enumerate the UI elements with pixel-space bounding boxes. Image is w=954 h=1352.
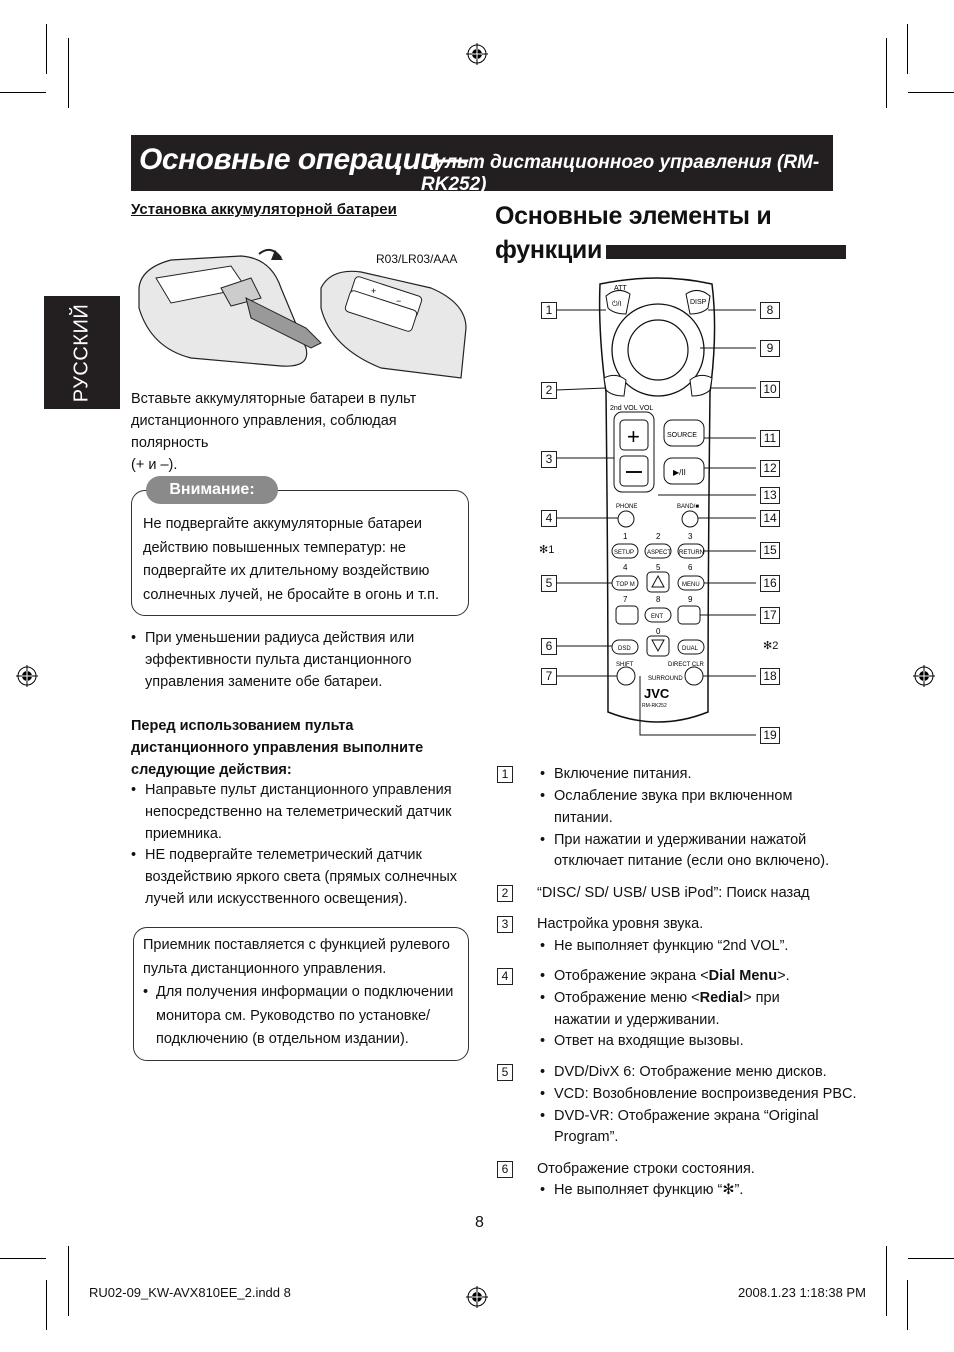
- text-line: непосредственно на телеметрический датчик: [145, 804, 452, 820]
- item-6-line: Не выполняет функцию “✻”.: [554, 1182, 744, 1198]
- item-num: 6: [497, 1161, 513, 1178]
- key-6: 6: [688, 563, 693, 572]
- item-5-line: DVD-VR: Отображение экрана “Original: [554, 1108, 819, 1124]
- star-note-2: ✻2: [763, 640, 779, 652]
- bullet-dot: •: [540, 1086, 546, 1102]
- topm-label: TOP M: [616, 582, 635, 588]
- bullet-dot: •: [540, 1108, 546, 1124]
- caution-label: Внимание:: [146, 476, 278, 504]
- remote-control-diagram: [530, 272, 790, 752]
- before-use-bullet-2: [145, 844, 465, 910]
- text-line: Приемник поставляется с функцией рулевого: [143, 937, 450, 953]
- bullet-dot: •: [540, 968, 546, 984]
- caution-text: [143, 513, 463, 607]
- phone-label: PHONE: [616, 504, 638, 510]
- text-run: Отображение экрана <: [554, 968, 709, 984]
- jvc-logo: JVC: [644, 686, 670, 701]
- band-label: BAND/■: [677, 504, 699, 510]
- item-num: 1: [497, 766, 513, 783]
- text-line: НЕ подвергайте телеметрический датчик: [145, 847, 422, 863]
- item-num: 5: [497, 1064, 513, 1081]
- item-4-line: [554, 988, 780, 1010]
- callout-2: 2: [541, 382, 557, 399]
- language-tab: [44, 296, 120, 409]
- bullet-dot: •: [540, 1182, 546, 1198]
- crop-mark: [908, 92, 954, 93]
- callout-7: 7: [541, 668, 557, 685]
- page-title-bar: [131, 135, 833, 195]
- text-line: действию повышенных температур: не: [143, 539, 406, 556]
- bullet-dot: •: [540, 832, 546, 848]
- battery-type-label: R03/LR03/AAA: [376, 252, 458, 266]
- item-2-line: “DISC/ SD/ USB/ USB iPod”: Поиск назад: [537, 885, 810, 901]
- text-line: При уменьшении радиуса действия или: [145, 630, 415, 646]
- callout-16: 16: [760, 575, 780, 592]
- footer-filename: RU02-09_KW-AVX810EE_2.indd 8: [89, 1285, 291, 1300]
- text-line: эффективности пульта дистанционного: [145, 652, 412, 668]
- callout-18: 18: [760, 668, 780, 685]
- setup-label: SETUP: [614, 550, 635, 556]
- key-1: 1: [623, 532, 628, 541]
- model-label: RM-RK252: [642, 703, 667, 709]
- text-line: дистанционного управления, соблюдая полярность: [131, 413, 397, 451]
- play-label: ▶/II: [673, 468, 686, 477]
- callout-1: 1: [541, 302, 557, 319]
- item-5-line: VCD: Возобновление воспроизведения PBC.: [554, 1086, 857, 1102]
- item-4-line: Ответ на входящие вызовы.: [554, 1033, 744, 1049]
- replace-batteries-note: [145, 627, 465, 693]
- registration-mark-icon: [16, 665, 38, 687]
- text-line: солнечных лучей, не бросайте в огонь и т.п.: [143, 586, 439, 603]
- text-line: (+ и –).: [131, 457, 178, 473]
- item-1-line: Ослабление звука при включенном: [554, 788, 793, 804]
- direct-label: DIRECT CLR: [668, 662, 704, 668]
- battery-heading: Установка аккумуляторной батареи: [131, 201, 397, 218]
- crop-mark: [886, 38, 887, 108]
- callout-10: 10: [760, 381, 780, 398]
- registration-mark-icon: [466, 1286, 488, 1308]
- att-label: ATT: [614, 285, 627, 292]
- section-heading: [495, 199, 846, 267]
- before-use-bullet-1: [145, 779, 465, 845]
- crop-mark: [46, 1280, 47, 1330]
- callout-15: 15: [760, 542, 780, 559]
- page-subtitle: Пульт дистанционного управления (RM-RK252): [421, 152, 820, 195]
- key-7: 7: [623, 595, 628, 604]
- key-3: 3: [688, 532, 693, 541]
- bullet-dot: •: [540, 1033, 546, 1049]
- text-line: Перед использованием пульта: [131, 718, 354, 734]
- text-line: следующие действия:: [131, 762, 292, 778]
- crop-mark: [908, 1258, 954, 1259]
- vol-label: 2nd VOL VOL: [610, 405, 654, 412]
- shift-label: SHIFT: [616, 662, 634, 668]
- item-4-line: [554, 966, 790, 988]
- text-line: управления замените обе батареи.: [145, 674, 383, 690]
- source-label: SOURCE: [667, 432, 697, 439]
- callout-12: 12: [760, 460, 780, 477]
- page-number: 8: [475, 1214, 484, 1231]
- battery-install-illustration: [131, 248, 471, 388]
- item-num: 3: [497, 916, 513, 933]
- svg-text:+: +: [627, 424, 640, 449]
- crop-mark: [886, 1246, 887, 1316]
- section-heading-line: функции: [495, 236, 603, 264]
- disp-label: DISP: [690, 299, 707, 306]
- before-use-heading: [131, 715, 461, 781]
- crop-mark: [0, 1258, 46, 1259]
- text-run: Отображение меню <: [554, 990, 700, 1006]
- crop-mark: [46, 24, 47, 74]
- svg-text:+: +: [371, 286, 377, 296]
- page-title: Основные операции—: [139, 143, 468, 176]
- text-line: подключению (в отдельном издании).: [156, 1031, 409, 1047]
- item-num: 2: [497, 885, 513, 902]
- menu-label: MENU: [682, 582, 700, 588]
- callout-17: 17: [760, 607, 780, 624]
- text-line: воздействию яркого света (прямых солнечных: [145, 869, 458, 885]
- item-6-line: Отображение строки состояния.: [537, 1161, 755, 1177]
- key-4: 4: [623, 563, 628, 572]
- registration-mark-icon: [913, 665, 935, 687]
- language-tab-label: РУССКИЙ: [70, 303, 93, 402]
- text-line: подвергайте их длительному воздействию: [143, 563, 430, 579]
- item-num: 4: [497, 968, 513, 985]
- bullet-dot: •: [540, 788, 546, 804]
- callout-13: 13: [760, 487, 780, 504]
- info-text: [143, 934, 463, 981]
- text-line: пульта дистанционного управления.: [143, 960, 387, 977]
- bullet-dot: •: [131, 630, 137, 646]
- text-line: дистанционного управления выполните: [131, 740, 424, 756]
- dual-label: DUAL: [682, 646, 699, 652]
- ent-label: ENT: [651, 614, 663, 620]
- key-0: 0: [656, 627, 661, 636]
- key-5: 5: [656, 563, 661, 572]
- callout-6: 6: [541, 638, 557, 655]
- text-line: монитора см. Руководство по установке/: [156, 1007, 431, 1024]
- item-3-line: Не выполняет функцию “2nd VOL”.: [554, 938, 789, 954]
- bullet-dot: •: [540, 938, 546, 954]
- callout-9: 9: [760, 340, 780, 357]
- crop-mark: [907, 24, 908, 74]
- footer-timestamp: 2008.1.23 1:18:38 PM: [738, 1285, 866, 1300]
- text-run: > при: [743, 990, 780, 1006]
- text-line: Вставьте аккумуляторные батареи в пульт: [131, 391, 417, 407]
- key-2: 2: [656, 532, 661, 541]
- svg-text:−: −: [396, 296, 402, 306]
- callout-19: 19: [760, 727, 780, 744]
- battery-instructions: [131, 388, 471, 476]
- aspect-label: ASPECT: [647, 550, 672, 556]
- item-4-line: нажатии и удерживании.: [554, 1012, 720, 1028]
- callout-8: 8: [760, 302, 780, 319]
- bullet-dot: •: [131, 782, 137, 798]
- crop-mark: [68, 1246, 69, 1316]
- callout-3: 3: [541, 451, 557, 468]
- bullet-dot: •: [540, 990, 546, 1006]
- key-8: 8: [656, 595, 661, 604]
- item-5-line: DVD/DivX 6: Отображение меню дисков.: [554, 1064, 827, 1080]
- star-note-1: ✻1: [539, 544, 555, 556]
- text-line: Направьте пульт дистанционного управления: [145, 782, 452, 798]
- text-line: лучей или искусственного освещения).: [145, 891, 408, 907]
- item-3-line: Настройка уровня звука.: [537, 916, 704, 932]
- power-label: ⏻/I: [612, 301, 622, 308]
- return-label: RETURN: [679, 550, 704, 556]
- crop-mark: [68, 38, 69, 108]
- dial-menu-term: Dial Menu: [708, 968, 778, 984]
- text-line: приемника.: [145, 826, 222, 842]
- dsd-label: DSD: [618, 646, 631, 652]
- bullet-dot: •: [540, 1064, 546, 1080]
- item-1-line: отключает питание (если оно включено).: [554, 853, 830, 869]
- item-5-line: Program”.: [554, 1129, 619, 1145]
- info-bullet: [156, 981, 461, 1052]
- bullet-dot: •: [540, 766, 546, 782]
- text-line: Для получения информации о подключении: [156, 984, 454, 1000]
- bullet-dot: •: [131, 847, 137, 863]
- redial-term: Redial: [699, 990, 744, 1006]
- item-1-line: питании.: [554, 810, 613, 826]
- item-1-line: При нажатии и удерживании нажатой: [554, 832, 807, 848]
- registration-mark-icon: [466, 43, 488, 65]
- surround-label: SURROUND: [648, 676, 683, 682]
- key-9: 9: [688, 595, 693, 604]
- item-1-line: Включение питания.: [554, 766, 692, 782]
- callout-5: 5: [541, 575, 557, 592]
- text-run: >.: [777, 968, 790, 984]
- callout-14: 14: [760, 510, 780, 527]
- section-heading-line: Основные элементы и: [495, 202, 772, 230]
- heading-bar: [606, 245, 846, 259]
- crop-mark: [907, 1280, 908, 1330]
- crop-mark: [0, 92, 46, 93]
- callout-11: 11: [760, 430, 780, 447]
- text-line: Не подвергайте аккумуляторные батареи: [143, 516, 422, 532]
- section-heading-line-wrap: [495, 233, 846, 267]
- bullet-dot: •: [143, 984, 149, 1000]
- callout-4: 4: [541, 510, 557, 527]
